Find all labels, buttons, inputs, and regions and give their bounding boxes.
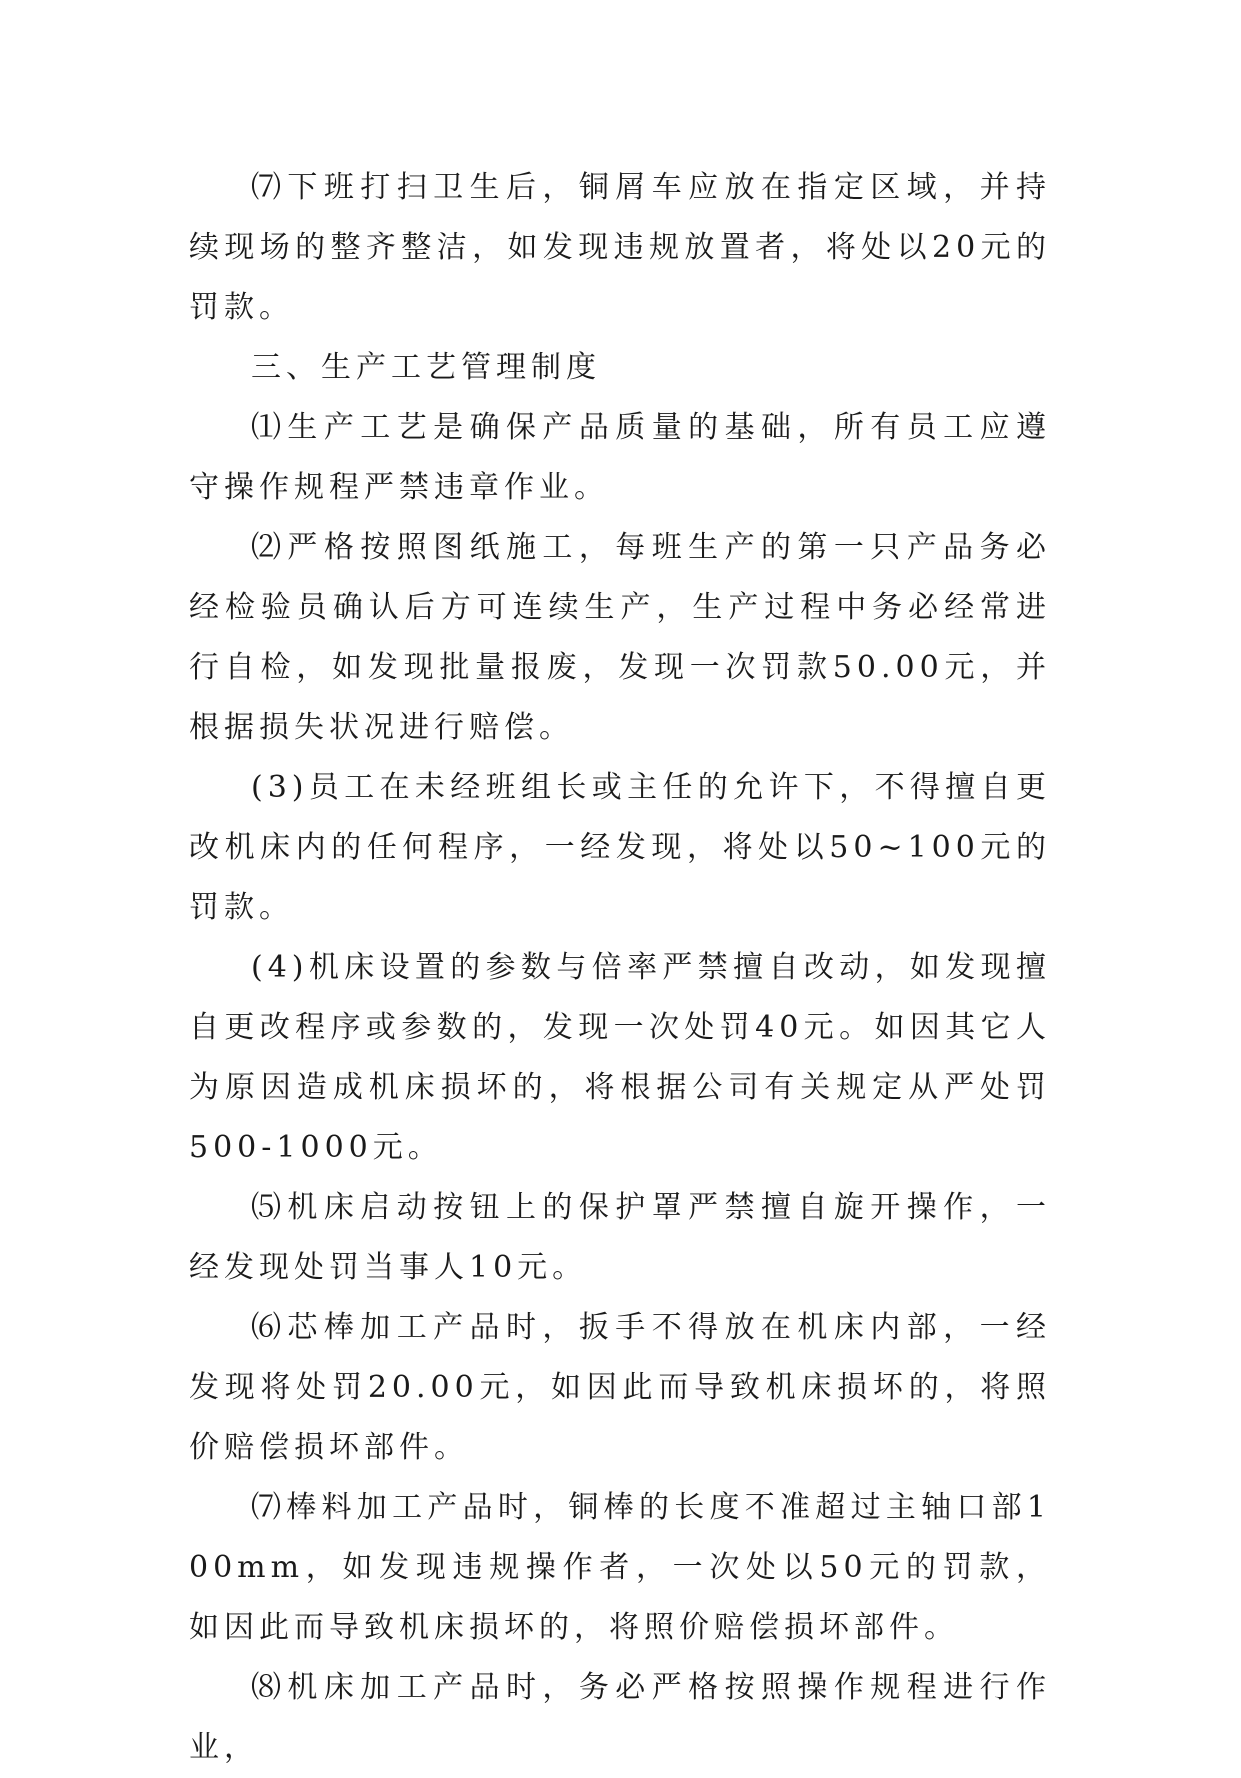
paragraph-rule-6: ⑹芯棒加工产品时，扳手不得放在机床内部，一经发现将处罚20.00元，如因此而导致机床损坏的，将照价赔偿损坏部件。: [189, 1310, 1051, 1465]
paragraph-cleanup-rule: ⑺下班打扫卫生后，铜屑车应放在指定区域，并持续现场的整齐整洁，如发现违规放置者，将处以20元的罚款。: [189, 170, 1051, 325]
paragraph-rule-8: ⑻机床加工产品时，务必严格按照操作规程进行作业，: [189, 1670, 1051, 1765]
paragraph-rule-2: ⑵严格按照图纸施工，每班生产的第一只产品务必经检验员确认后方可连续生产，生产过程中务必经常进行自检，如发现批量报废，发现一次罚款50.00元，并根据损失状况进行赔偿。: [189, 530, 1051, 745]
document-body: [189, 158, 1051, 1778]
paragraph-rule-4: (4)机床设置的参数与倍率严禁擅自改动，如发现擅自更改程序或参数的，发现一次处罚40元。如因其它人为原因造成机床损坏的，将根据公司有关规定从严处罚500-1000元。: [189, 950, 1051, 1165]
paragraph-rule-3: (3)员工在未经班组长或主任的允许下，不得擅自更改机床内的任何程序，一经发现，将处以50~100元的罚款。: [189, 770, 1051, 925]
section-heading: 三、生产工艺管理制度: [251, 350, 601, 385]
paragraph-rule-5: ⑸机床启动按钮上的保护罩严禁擅自旋开操作，一经发现处罚当事人10元。: [189, 1190, 1051, 1285]
paragraph-rule-7: ⑺棒料加工产品时，铜棒的长度不准超过主轴口部100mm，如发现违规操作者，一次处以50元的罚款，如因此而导致机床损坏的，将照价赔偿损坏部件。: [189, 1490, 1051, 1645]
paragraph-rule-1: ⑴生产工艺是确保产品质量的基础，所有员工应遵守操作规程严禁违章作业。: [189, 410, 1051, 505]
